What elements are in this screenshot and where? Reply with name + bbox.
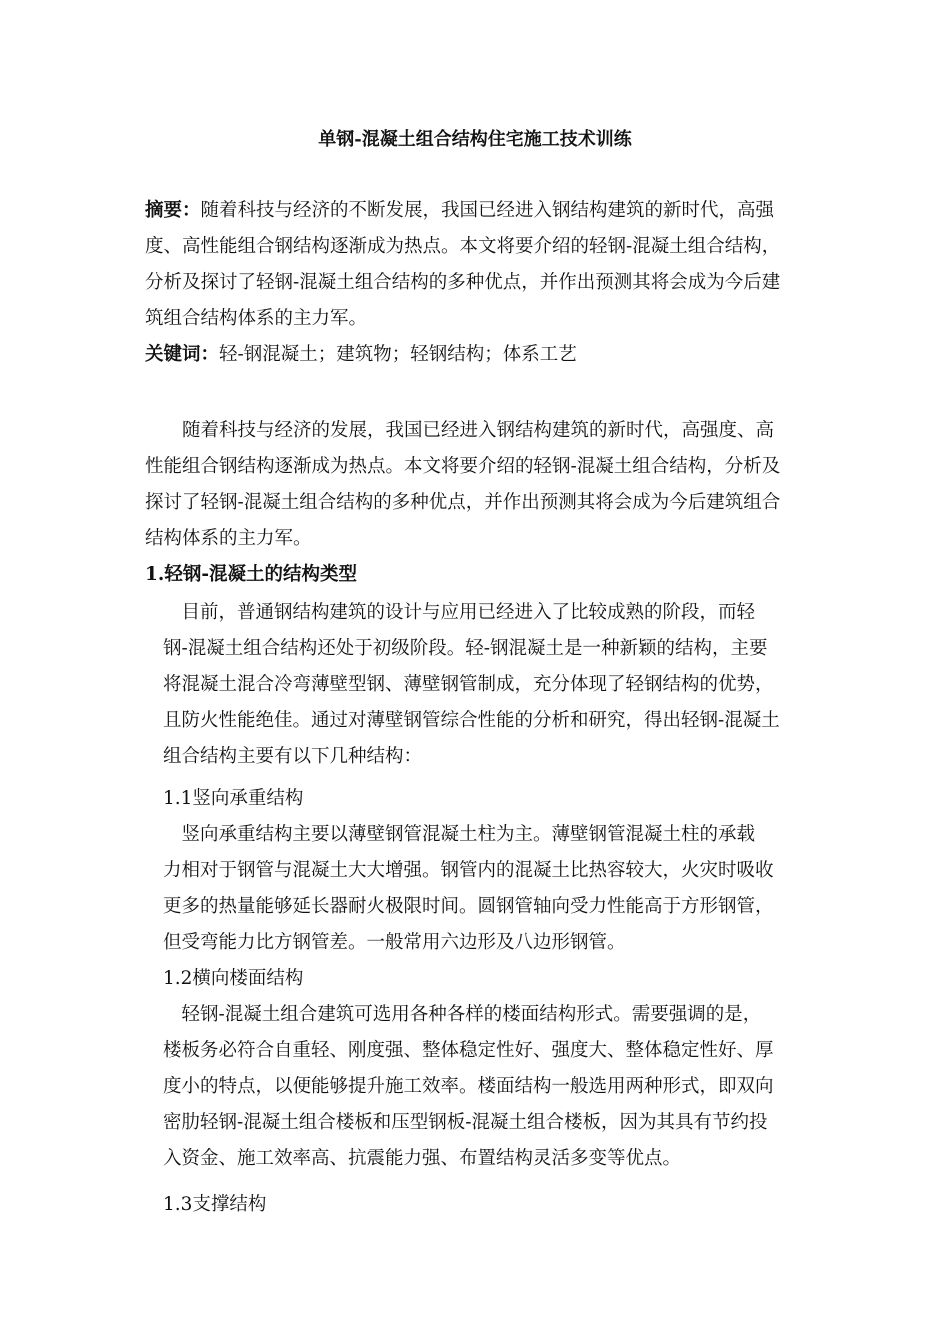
paragraph-line: 度小的特点，以便能够提升施工效率。楼面结构一般选用两种形式，即双向 — [163, 1076, 774, 1097]
paragraph-line: 探讨了轻钢-混凝土组合结构的多种优点，并作出预测其将会成为今后建筑组合 — [145, 492, 781, 513]
paragraph-line: 结构体系的主力军。 — [145, 528, 312, 549]
subsection-1-1-paragraph — [163, 817, 808, 961]
paragraph-line: 力相对于钢管与混凝土大大增强。钢管内的混凝土比热容较大，火灾时吸收 — [163, 860, 774, 881]
section-1-heading: 1.轻钢-混凝土的结构类型 — [145, 564, 357, 585]
paragraph-line: 目前，普通钢结构建筑的设计与应用已经进入了比较成熟的阶段，而轻 — [163, 602, 756, 623]
abstract — [145, 193, 805, 337]
abstract-line: 分析及探讨了轻钢-混凝土组合结构的多种优点，并作出预测其将会成为今后建 — [145, 272, 781, 293]
paragraph-line: 入资金、施工效率高、抗震能力强、布置结构灵活多变等优点。 — [163, 1148, 682, 1169]
intro-paragraph — [145, 413, 805, 557]
paragraph-line: 楼板务必符合自重轻、刚度强、整体稳定性好、强度大、整体稳定性好、厚 — [163, 1040, 774, 1061]
paragraph-line: 性能组合钢结构逐渐成为热点。本文将要介绍的轻钢-混凝土组合结构，分析及 — [145, 456, 781, 477]
subsection-1-3-heading: 1.3支撑结构 — [163, 1194, 267, 1215]
keywords-text: 轻-钢混凝土；建筑物；轻钢结构；体系工艺 — [219, 344, 577, 365]
abstract-line: 筑组合结构体系的主力军。 — [145, 308, 368, 329]
keywords — [145, 337, 805, 373]
abstract-label: 摘要： — [145, 200, 201, 221]
subsection-1-1-heading: 1.1竖向承重结构 — [163, 788, 304, 809]
paragraph-line: 将混凝土混合冷弯薄壁型钢、薄壁钢管制成，充分体现了轻钢结构的优势， — [163, 674, 774, 695]
abstract-line: 度、高性能组合钢结构逐渐成为热点。本文将要介绍的轻钢-混凝土组合结构， — [145, 236, 781, 257]
paragraph-line: 但受弯能力比方钢管差。一般常用六边形及八边形钢管。 — [163, 932, 626, 953]
abstract-line — [145, 193, 805, 229]
paragraph-line: 轻钢-混凝土组合建筑可选用各种各样的楼面结构形式。需要强调的是， — [163, 1004, 762, 1025]
document-title: 单钢-混凝土组合结构住宅施工技术训练 — [318, 129, 632, 150]
keywords-line — [145, 337, 805, 373]
paragraph-line: 密肋轻钢-混凝土组合楼板和压型钢板-混凝土组合楼板，因为其具有节约投 — [163, 1112, 768, 1133]
paragraph-line: 钢-混凝土组合结构还处于初级阶段。轻-钢混凝土是一种新颖的结构，主要 — [163, 638, 768, 659]
subsection-1-2-heading: 1.2横向楼面结构 — [163, 968, 304, 989]
paragraph-line: 组合结构主要有以下几种结构： — [163, 746, 423, 767]
paragraph-line: 随着科技与经济的发展，我国已经进入钢结构建筑的新时代，高强度、高 — [145, 420, 775, 441]
subsection-1-2-paragraph — [163, 997, 808, 1177]
paragraph-line: 且防火性能绝佳。通过对薄壁钢管综合性能的分析和研究，得出轻钢-混凝土 — [163, 710, 780, 731]
keywords-label: 关键词： — [145, 344, 220, 365]
paragraph-line: 更多的热量能够延长器耐火极限时间。圆钢管轴向受力性能高于方形钢管， — [163, 896, 774, 917]
abstract-text: 随着科技与经济的不断发展，我国已经进入钢结构建筑的新时代，高强 — [200, 200, 775, 221]
paragraph-line: 竖向承重结构主要以薄壁钢管混凝土柱为主。薄壁钢管混凝土柱的承载 — [163, 824, 756, 845]
section-1-paragraph — [163, 595, 808, 775]
